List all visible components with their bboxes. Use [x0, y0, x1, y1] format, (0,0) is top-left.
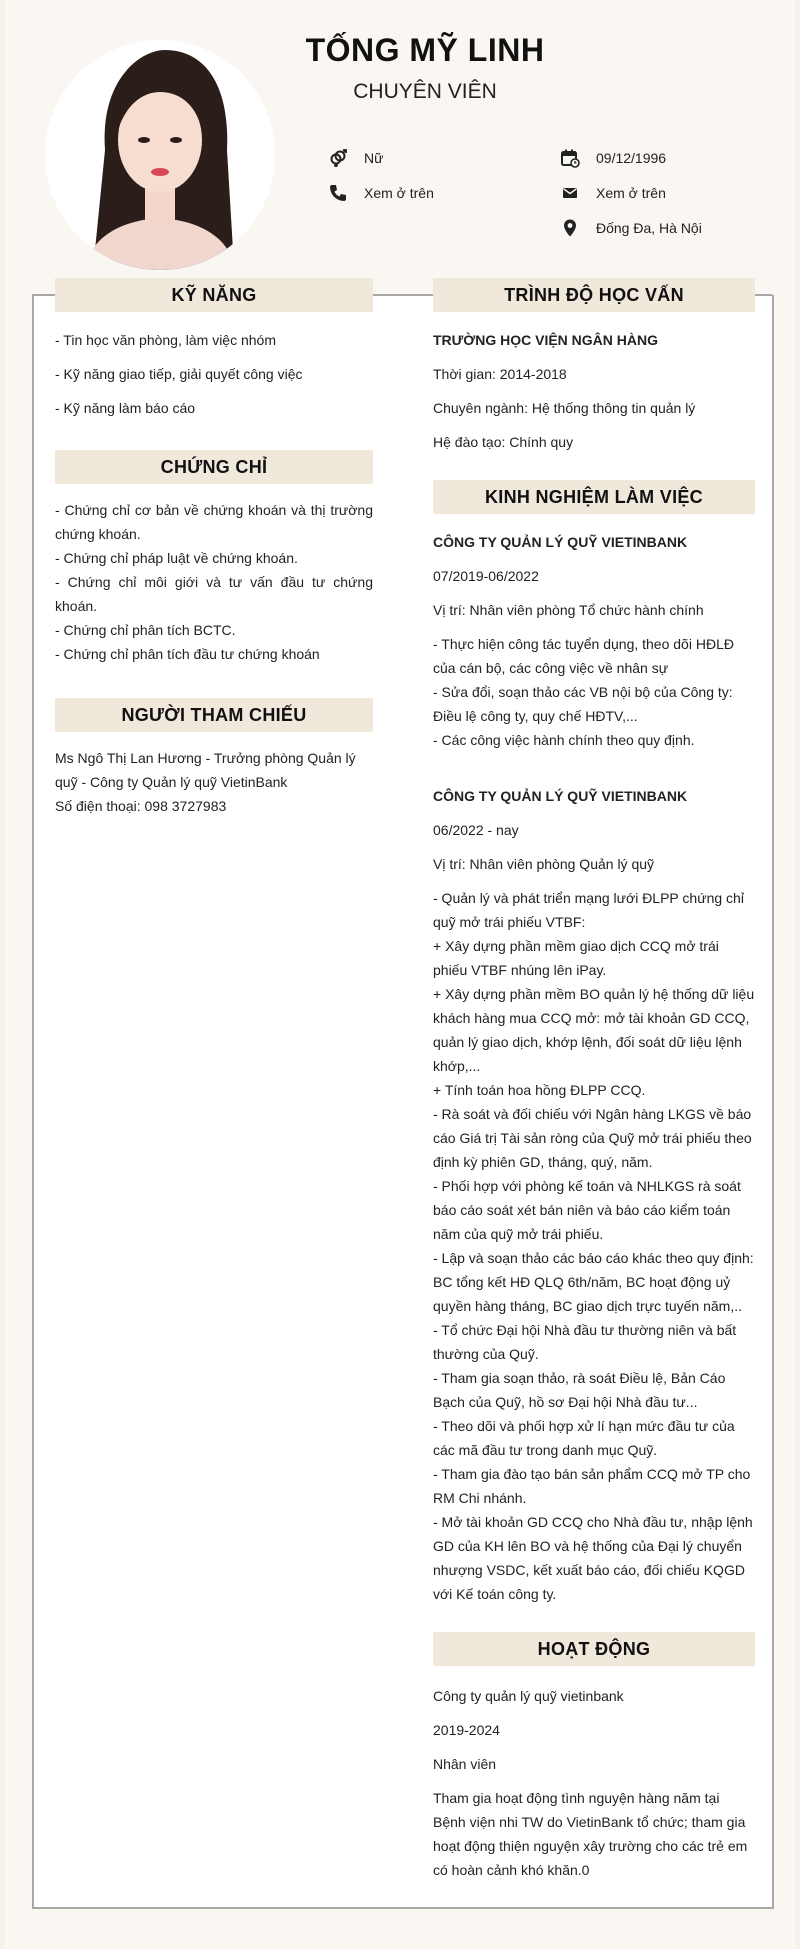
job-company: CÔNG TY QUẢN LÝ QUỸ VIETINBANK	[433, 534, 688, 550]
list-item: + Xây dựng phần mềm giao dịch CCQ mở trái phiếu VTBF nhúng lên iPay.	[433, 938, 719, 978]
list-item: - Chứng chỉ phân tích BCTC.	[55, 622, 236, 638]
map-pin-icon	[560, 218, 580, 238]
education-block	[433, 312, 755, 454]
list-item: - Chứng chỉ môi giới và tư vấn đầu tư chứng khoán.	[55, 574, 373, 614]
list-item: + Tính toán hoa hồng ĐLPP CCQ.	[433, 1082, 646, 1098]
job-position: Vị trí: Nhân viên phòng Tổ chức hành chính	[433, 602, 704, 618]
references-heading: NGƯỜI THAM CHIẾU	[55, 698, 373, 732]
frame-top-line	[32, 294, 57, 296]
certificates-list	[55, 484, 373, 666]
right-column	[433, 278, 755, 1882]
reference-person: Ms Ngô Thị Lan Hương - Trưởng phòng Quản lý quỹ - Công ty Quản lý quỹ VietinBank	[55, 750, 356, 790]
list-item: - Lập và soạn thảo các báo cáo khác theo quy định: BC tổng kết HĐ QLQ 6th/năm, BC hoạt động uỷ quyền hàng tháng, BC giao dịch trực tuyến năm,..	[433, 1250, 754, 1314]
skills-heading: KỸ NĂNG	[55, 278, 373, 312]
frame-top-line	[755, 294, 772, 296]
list-item: - Sửa đổi, soạn thảo các VB nội bộ của Công ty: Điều lệ công ty, quy chế HĐTV,...	[433, 684, 733, 724]
list-item: - Tham gia soạn thảo, rà soát Điều lệ, Bản Cáo Bạch của Quỹ, hồ sơ Đại hội Nhà đầu tư...	[433, 1370, 726, 1410]
candidate-name: TỐNG MỸ LINH	[305, 32, 545, 68]
job-details	[433, 632, 755, 752]
list-item: + Xây dựng phần mềm BO quản lý hệ thống dữ liệu khách hàng mua CCQ mở: mở tài khoản GD CCQ, quản lý giao dịch, khớp lệnh, đối soát dữ liệu lệnh khớp,...	[433, 986, 755, 1074]
email-value: Xem ở trên	[596, 185, 666, 201]
candidate-title: CHUYÊN VIÊN	[353, 80, 497, 103]
gender-info	[328, 148, 383, 168]
list-item: - Quản lý và phát triển mạng lưới ĐLPP chứng chỉ quỹ mở trái phiếu VTBF:	[433, 890, 744, 930]
phone-value: Xem ở trên	[364, 185, 434, 201]
list-item: - Chứng chỉ cơ bản về chứng khoán và thị trường chứng khoán.	[55, 502, 373, 542]
list-item: - Tổ chức Đại hội Nhà đầu tư thường niên và bất thường của Quỹ.	[433, 1322, 737, 1362]
activity-period: 2019-2024	[433, 1722, 500, 1738]
references-list	[55, 732, 373, 818]
avatar	[45, 40, 275, 270]
activities-block	[433, 1666, 755, 1882]
activity-description: Tham gia hoạt động tình nguyện hàng năm tại Bệnh viện nhi TW do VietinBank tổ chức; tham gia hoạt động thiện nguyện xây trường cho các trẻ em có hoàn cảnh khó khăn.0	[433, 1790, 748, 1878]
calendar-icon	[560, 148, 580, 168]
list-item: - Chứng chỉ phân tích đầu tư chứng khoán	[55, 646, 320, 662]
experience-job-1	[433, 514, 755, 752]
address-info	[560, 218, 702, 238]
email-info	[560, 183, 666, 203]
job-position: Vị trí: Nhân viên phòng Quản lý quỹ	[433, 856, 655, 872]
education-time: Thời gian: 2014-2018	[433, 366, 567, 382]
list-item: - Thực hiện công tác tuyển dụng, theo dõi HĐLĐ của cán bộ, các công việc về nhân sự	[433, 636, 734, 676]
gender-value: Nữ	[364, 150, 384, 166]
list-item: - Tham gia đào tạo bán sản phẩm CCQ mở TP cho RM Chi nhánh.	[433, 1466, 751, 1506]
email-icon	[560, 183, 580, 203]
job-details	[433, 886, 755, 1606]
list-item: - Kỹ năng làm báo cáo	[55, 400, 196, 416]
activity-org: Công ty quản lý quỹ vietinbank	[433, 1688, 624, 1704]
job-company: CÔNG TY QUẢN LÝ QUỸ VIETINBANK	[433, 788, 688, 804]
skills-list	[55, 312, 373, 420]
birthdate-info	[560, 148, 666, 168]
list-item: - Các công việc hành chính theo quy định.	[433, 732, 695, 748]
list-item: - Phối hợp với phòng kế toán và NHLKGS rà soát báo cáo soát xét bán niên và báo cáo kiểm toán năm của quỹ mở trái phiếu.	[433, 1178, 741, 1242]
frame-top-line	[373, 294, 435, 296]
list-item: - Theo dõi và phối hợp xử lí hạn mức đầu tư của các mã đầu tư trong danh mục Quỹ.	[433, 1418, 735, 1458]
certificates-heading: CHỨNG CHỈ	[55, 450, 373, 484]
list-item: - Chứng chỉ pháp luật về chứng khoán.	[55, 550, 298, 566]
job-period: 06/2022 - nay	[433, 822, 519, 838]
education-major: Chuyên ngành: Hệ thống thông tin quản lý	[433, 400, 696, 416]
school-name: TRƯỜNG HỌC VIỆN NGÂN HÀNG	[433, 332, 659, 348]
cv-page	[5, 0, 795, 1949]
list-item: - Kỹ năng giao tiếp, giải quyết công việc	[55, 366, 303, 382]
phone-icon	[328, 183, 348, 203]
education-heading: TRÌNH ĐỘ HỌC VẤN	[433, 278, 755, 312]
birthdate-value: 09/12/1996	[596, 150, 667, 166]
activities-heading: HOẠT ĐỘNG	[433, 1632, 755, 1666]
gender-icon	[328, 148, 348, 168]
job-period: 07/2019-06/2022	[433, 568, 539, 584]
list-item: - Mở tài khoản GD CCQ cho Nhà đầu tư, nhập lệnh GD của KH lên BO và hệ thống của Đại lý chuyển nhượng VSDC, kết xuất báo cáo, đối chiếu KQGD với Kế toán công ty.	[433, 1514, 753, 1602]
left-column	[55, 278, 373, 818]
list-item: - Tin học văn phòng, làm việc nhóm	[55, 332, 277, 348]
address-value: Đống Đa, Hà Nội	[596, 220, 702, 236]
phone-info	[328, 183, 434, 203]
experience-heading: KINH NGHIỆM LÀM VIỆC	[433, 480, 755, 514]
experience-job-2	[433, 752, 755, 1606]
activity-role: Nhân viên	[433, 1756, 497, 1772]
reference-phone: Số điện thoại: 098 3727983	[55, 798, 227, 814]
list-item: - Rà soát và đối chiếu với Ngân hàng LKGS về báo cáo Giá trị Tài sản ròng của Quỹ mở trái phiếu theo định kỳ phiên GD, tháng, quý, năm.	[433, 1106, 752, 1170]
education-mode: Hệ đào tạo: Chính quy	[433, 434, 574, 450]
